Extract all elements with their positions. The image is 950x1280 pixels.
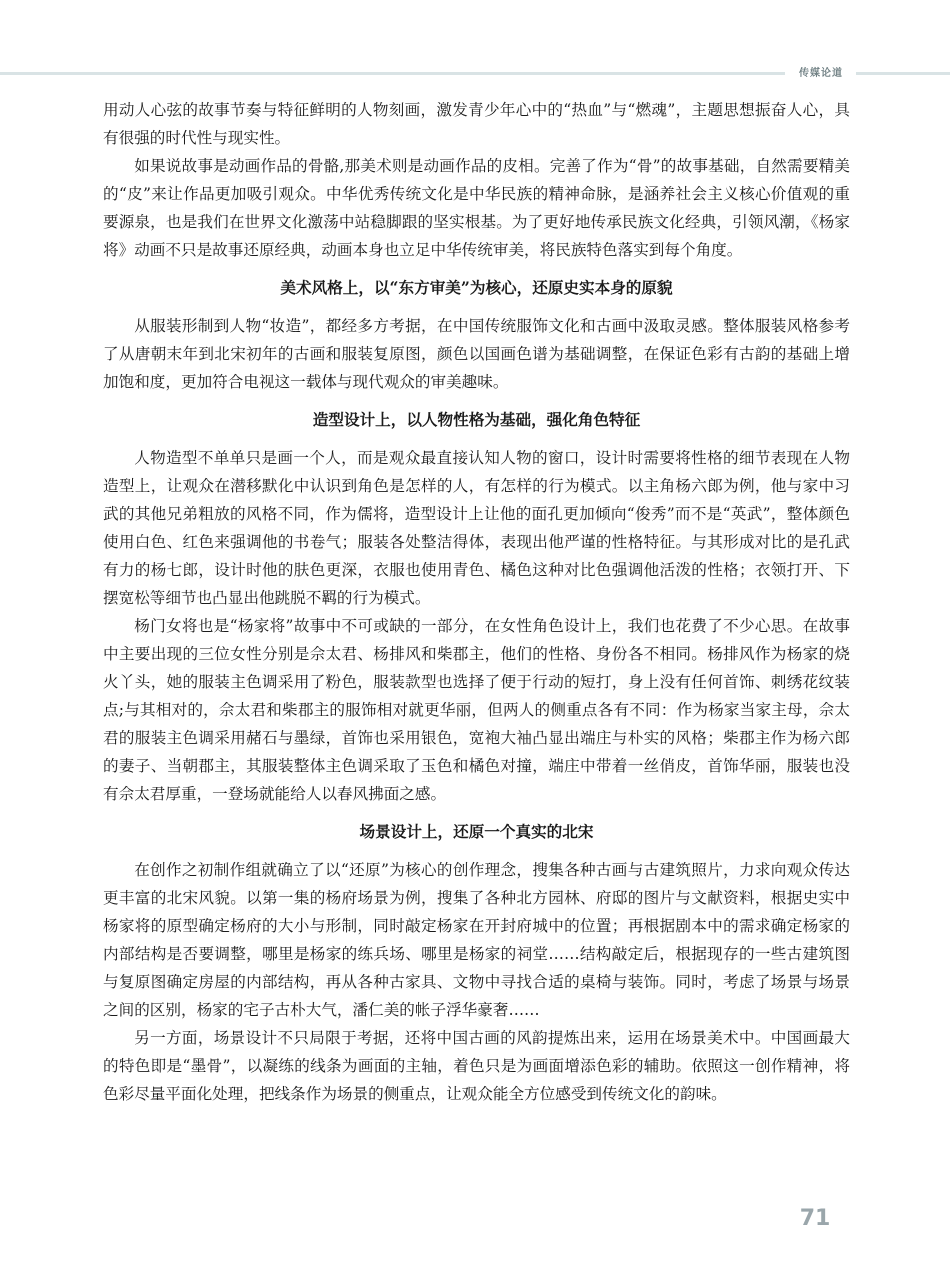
paragraph: 另一方面，场景设计不只局限于考据，还将中国古画的风韵提炼出来，运用在场景美术中。中国画最大的特色即是“墨骨”，以凝练的线条为画面的主轴，着色只是为画面增添色彩的辅助。依照这一创作精神，将色彩尽量平面化处理，把线条作为场景的侧重点，让观众能全方位感受到传统文化的韵味。 (103, 1029, 850, 1103)
section-heading: 场景设计上，还原一个真实的北宋 (359, 822, 594, 841)
paragraph: 杨门女将也是“杨家将”故事中不可或缺的一部分，在女性角色设计上，我们也花费了不少心思。在故事中主要出现的三位女性分别是佘太君、杨排风和柴郡主，他们的性格、身份各不相同。杨排风作为杨家的烧火丫头，她的服装主色调采用了粉色，服装款型也选择了便于行动的短打，身上没有任何首饰、刺绣花纹装点;与其相对的，佘太君和柴郡主的服饰相对就更华丽，但两人的侧重点各有不同：作为杨家当家主母，佘太君的服装主色调采用赭石与墨绿，首饰也采用银色，宽袍大袖凸显出端庄与朴实的风格；柴郡主作为杨六郎的妻子、当朝郡主，其服装整体主色调采取了玉色和橘色对撞，端庄中带着一丝俏皮，首饰华丽，服装也没有佘太君厚重，一登场就能给人以春风拂面之感。 (103, 617, 850, 803)
paragraph: 人物造型不单单只是画一个人，而是观众最直接认知人物的窗口，设计时需要将性格的细节表现在人物造型上，让观众在潜移默化中认识到角色是怎样的人，有怎样的行为模式。以主角杨六郎为例，他与家中习武的其他兄弟粗放的风格不同，作为儒将，造型设计上让他的面孔更加倾向“俊秀”而不是“英武”，整体颜色使用白色、红色来强调他的书卷气；服装各处整洁得体，表现出他严谨的性格特征。与其形成对比的是孔武有力的杨七郎，设计时他的肤色更深，衣服也使用青色、橘色这种对比色强调他活泼的性格；衣领打开、下摆宽松等细节也凸显出他跳脱不羁的行为模式。 (103, 449, 850, 607)
page-number: 71 (799, 1206, 831, 1231)
section-heading: 美术风格上，以“东方审美”为核心，还原史实本身的原貌 (280, 278, 673, 297)
paragraph: 在创作之初制作组就确立了以“还原”为核心的创作理念，搜集各种古画与古建筑照片，力求向观众传达更丰富的北宋风貌。以第一集的杨府场景为例，搜集了各种北方园林、府邸的图片与文献资料，根据史实中杨家将的原型确定杨府的大小与形制，同时敲定杨家在开封府城中的位置；再根据剧本中的需求确定杨家的内部结构是否要调整，哪里是杨家的练兵场、哪里是杨家的祠堂……结构敲定后，根据现存的一些古建筑图与复原图确定房屋的内部结构，再从各种古家具、文物中寻找合适的桌椅与装饰。同时，考虑了场景与场景之间的区别，杨家的宅子古朴大气，潘仁美的帐子浮华豪奢…… (103, 861, 850, 1019)
paragraph: 从服装形制到人物“妆造”，都经多方考据，在中国传统服饰文化和古画中汲取灵感。整体服装风格参考了从唐朝末年到北宋初年的古画和服装复原图，颜色以国画色谱为基础调整，在保证色彩有古韵的基础上增加饱和度，更加符合电视这一载体与现代观众的审美趣味。 (103, 317, 850, 391)
section-label: 传媒论道 (799, 68, 843, 79)
article-body (103, 96, 850, 1108)
paragraph: 如果说故事是动画作品的骨骼,那美术则是动画作品的皮相。完善了作为“骨”的故事基础，自然需要精美的“皮”来让作品更加吸引观众。中华优秀传统文化是中华民族的精神命脉，是涵养社会主义核心价值观的重要源泉，也是我们在世界文化激荡中站稳脚跟的坚实根基。为了更好地传承民族文化经典，引领风潮，《杨家将》动画不只是故事还原经典，动画本身也立足中华传统审美，将民族特色落实到每个角度。 (103, 157, 850, 259)
header-rule (0, 72, 785, 75)
section-heading: 造型设计上，以人物性格为基础，强化角色特征 (312, 410, 641, 429)
paragraph: 用动人心弦的故事节奏与特征鲜明的人物刻画，激发青少年心中的“热血”与“燃魂”，主题思想振奋人心，具有很强的时代性与现实性。 (103, 101, 850, 147)
header-rule (856, 72, 950, 75)
